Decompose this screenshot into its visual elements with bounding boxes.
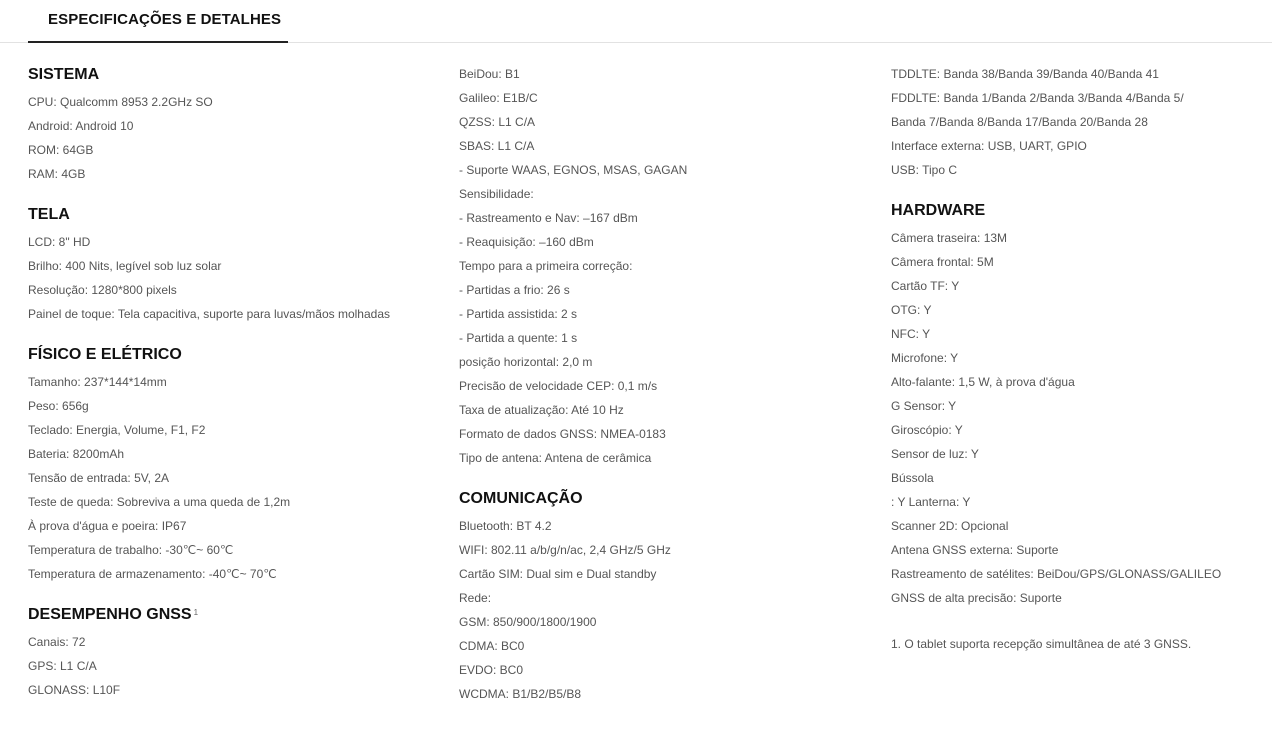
spec-line: Câmera traseira: 13M <box>891 231 1008 245</box>
spec-line: Temperatura de trabalho: -30℃~ 60℃ <box>28 543 234 557</box>
section-list-tela <box>28 230 428 326</box>
spec-line: QZSS: L1 C/A <box>459 115 536 129</box>
spec-line: - Suporte WAAS, EGNOS, MSAS, GAGAN <box>459 163 688 177</box>
footnote-spacer <box>891 610 1251 632</box>
section-list-comunicacao <box>459 514 859 706</box>
spec-line: Brilho: 400 Nits, legível sob luz solar <box>28 259 222 273</box>
spec-line: FDDLTE: Banda 1/Banda 2/Banda 3/Banda 4/Banda 5/ <box>891 91 1184 105</box>
spec-line: Rede: <box>459 591 492 605</box>
spec-line: - Rastreamento e Nav: –167 dBm <box>459 211 638 225</box>
spec-line: - Reaquisição: –160 dBm <box>459 235 594 249</box>
spec-line: ROM: 64GB <box>28 143 94 157</box>
spec-line: Microfone: Y <box>891 351 959 365</box>
spec-line: Rastreamento de satélites: BeiDou/GPS/GLONASS/GALILEO <box>891 567 1222 581</box>
spec-line: Tamanho: 237*144*14mm <box>28 375 167 389</box>
spec-line: CDMA: BC0 <box>459 639 525 653</box>
section-title-gnss <box>28 602 428 628</box>
spec-line: EVDO: BC0 <box>459 663 524 677</box>
spec-line: Taxa de atualização: Até 10 Hz <box>459 403 624 417</box>
footnote: 1. O tablet suporta recepção simultânea de até 3 GNSS. <box>891 637 1192 651</box>
section-title-tela: TELA <box>28 206 70 223</box>
spec-line: Teclado: Energia, Volume, F1, F2 <box>28 423 206 437</box>
spec-line: Antena GNSS externa: Suporte <box>891 543 1059 557</box>
section-title-comunicacao: COMUNICAÇÃO <box>459 490 583 507</box>
footnote-marker: 1 <box>193 608 199 617</box>
spec-line: Sensor de luz: Y <box>891 447 979 461</box>
section-list-gnss <box>28 630 428 702</box>
spec-line: CPU: Qualcomm 8953 2.2GHz SO <box>28 95 213 109</box>
spec-line: Canais: 72 <box>28 635 86 649</box>
section-title-hardware: HARDWARE <box>891 202 986 219</box>
spec-line: Resolução: 1280*800 pixels <box>28 283 177 297</box>
spec-line: Bússola <box>891 471 934 485</box>
spec-line: Bluetooth: BT 4.2 <box>459 519 552 533</box>
spec-line: Alto-falante: 1,5 W, à prova d'água <box>891 375 1075 389</box>
spec-line: Formato de dados GNSS: NMEA-0183 <box>459 427 666 441</box>
specs-column-2 <box>459 62 859 706</box>
section-title-sistema: SISTEMA <box>28 66 100 83</box>
specs-column-1 <box>28 62 428 702</box>
section-list-gnss-continued <box>459 62 859 470</box>
spec-line: Teste de queda: Sobreviva a uma queda de 1,2m <box>28 495 291 509</box>
spec-line: G Sensor: Y <box>891 399 957 413</box>
spec-line: Interface externa: USB, UART, GPIO <box>891 139 1087 153</box>
spec-line: Temperatura de armazenamento: -40℃~ 70℃ <box>28 567 277 581</box>
section-title-gnss-text: DESEMPENHO GNSS <box>28 606 192 623</box>
spec-line: - Partidas a frio: 26 s <box>459 283 570 297</box>
section-list-fisico <box>28 370 428 586</box>
spec-line: Tipo de antena: Antena de cerâmica <box>459 451 652 465</box>
spec-line: Precisão de velocidade CEP: 0,1 m/s <box>459 379 658 393</box>
spec-line: Cartão TF: Y <box>891 279 960 293</box>
spec-line: WIFI: 802.11 a/b/g/n/ac, 2,4 GHz/5 GHz <box>459 543 671 557</box>
spec-line: LCD: 8" HD <box>28 235 91 249</box>
spec-line: TDDLTE: Banda 38/Banda 39/Banda 40/Banda 41 <box>891 67 1159 81</box>
tab-specifications[interactable]: ESPECIFICAÇÕES E DETALHES <box>28 0 288 43</box>
spec-line: Painel de toque: Tela capacitiva, suporte para luvas/mãos molhadas <box>28 307 390 321</box>
tab-bar <box>0 0 1272 43</box>
specs-column-3 <box>891 62 1251 656</box>
spec-line: SBAS: L1 C/A <box>459 139 535 153</box>
spec-line: GPS: L1 C/A <box>28 659 97 673</box>
spec-line: Banda 7/Banda 8/Banda 17/Banda 20/Banda 28 <box>891 115 1148 129</box>
spec-line: Cartão SIM: Dual sim e Dual standby <box>459 567 657 581</box>
spec-line: Giroscópio: Y <box>891 423 963 437</box>
spec-line: À prova d'água e poeira: IP67 <box>28 519 187 533</box>
spec-line: GLONASS: L10F <box>28 683 121 697</box>
spec-line: : Y Lanterna: Y <box>891 495 971 509</box>
spec-line: posição horizontal: 2,0 m <box>459 355 593 369</box>
spec-line: Câmera frontal: 5M <box>891 255 994 269</box>
spec-line: Bateria: 8200mAh <box>28 447 125 461</box>
spec-line: GNSS de alta precisão: Suporte <box>891 591 1062 605</box>
section-list-hardware <box>891 226 1251 610</box>
spec-line: Scanner 2D: Opcional <box>891 519 1009 533</box>
spec-line: USB: Tipo C <box>891 163 958 177</box>
spec-line: OTG: Y <box>891 303 932 317</box>
spec-line: Tempo para a primeira correção: <box>459 259 633 273</box>
spec-line: Peso: 656g <box>28 399 89 413</box>
spec-line: BeiDou: B1 <box>459 67 520 81</box>
spec-line: NFC: Y <box>891 327 931 341</box>
spec-line: Galileo: E1B/C <box>459 91 538 105</box>
section-list-sistema <box>28 90 428 186</box>
spec-line: Tensão de entrada: 5V, 2A <box>28 471 169 485</box>
spec-line: RAM: 4GB <box>28 167 86 181</box>
spec-line: Android: Android 10 <box>28 119 134 133</box>
section-list-comunicacao-continued <box>891 62 1251 182</box>
spec-line: GSM: 850/900/1800/1900 <box>459 615 597 629</box>
spec-line: Sensibilidade: <box>459 187 534 201</box>
spec-line: - Partida a quente: 1 s <box>459 331 578 345</box>
section-title-fisico: FÍSICO E ELÉTRICO <box>28 346 182 363</box>
spec-line: - Partida assistida: 2 s <box>459 307 578 321</box>
spec-line: WCDMA: B1/B2/B5/B8 <box>459 687 582 701</box>
